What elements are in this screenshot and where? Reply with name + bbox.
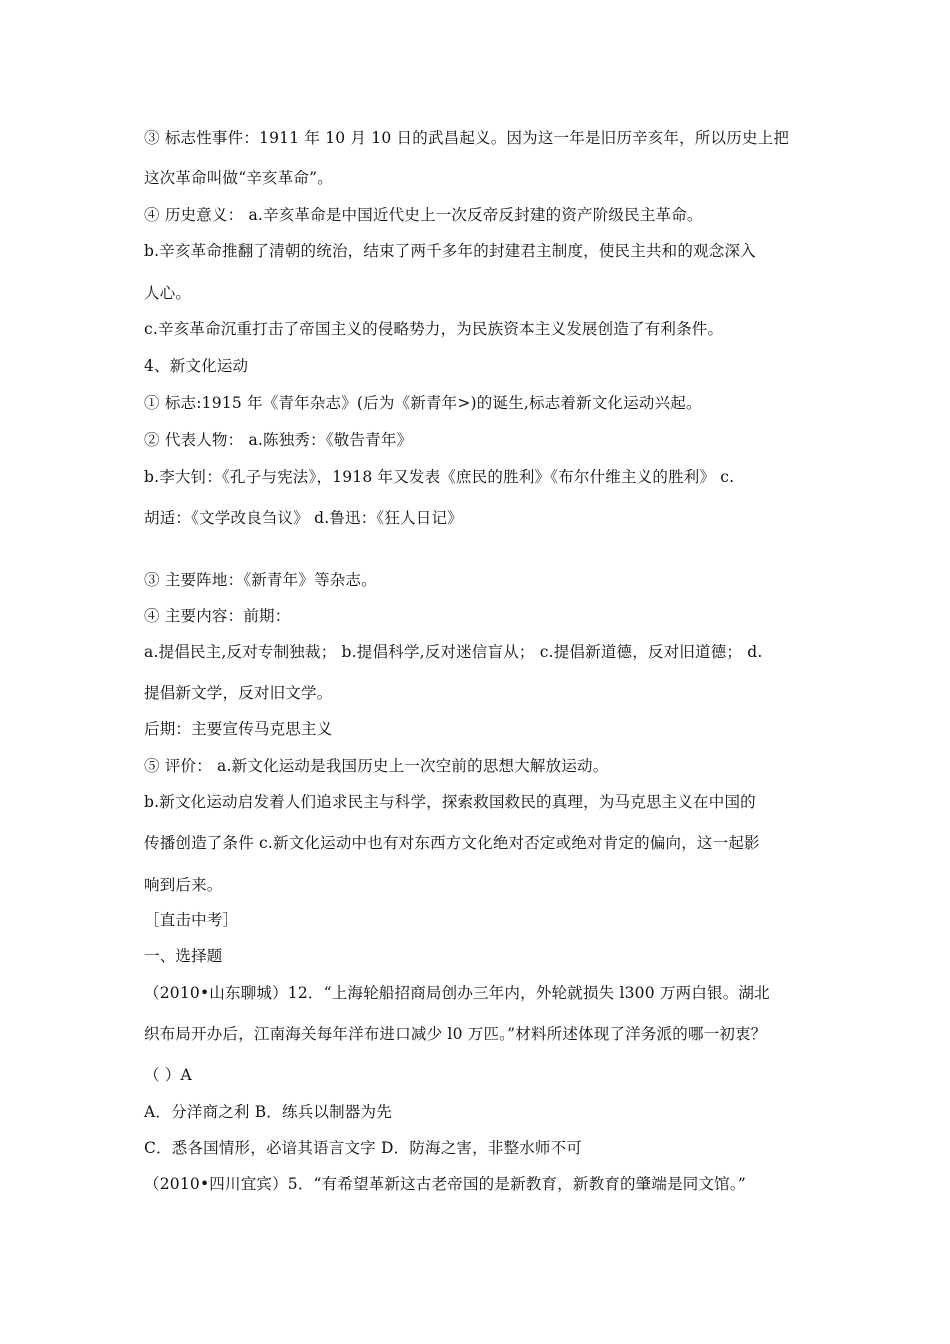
text-line: ④ 主要内容：前期： bbox=[144, 607, 291, 625]
text-line: 后期：主要宣传马克思主义 bbox=[144, 720, 333, 738]
option-line: C．悉各国情形，必谙其语言文字 D．防海之害，非整水师不可 bbox=[144, 1139, 583, 1157]
text-line: 人心。 bbox=[144, 284, 192, 302]
text-line: 传播创造了条件 c.新文化运动中也有对东西方文化绝对否定或绝对肯定的偏向，这一起影 bbox=[144, 834, 760, 852]
text-line: b.辛亥革命推翻了清朝的统治，结束了两千多年的封建君主制度，使民主共和的观念深入 bbox=[144, 242, 756, 260]
answer-line: （ ）A bbox=[144, 1066, 192, 1084]
text-line: ④ 历史意义： a.辛亥革命是中国近代史上一次反帝反封建的资产阶级民主革命。 bbox=[144, 206, 703, 224]
question-text: （2010•山东聊城）12．“上海轮船招商局创办三年内，外轮就损失 l300 万两白银。湖北 bbox=[144, 984, 770, 1002]
section-heading: ［直击中考］ bbox=[144, 911, 239, 929]
question-text: （2010•四川宜宾）5．“有希望革新这古老帝国的是新教育，新教育的肇端是同文馆。” bbox=[144, 1175, 746, 1193]
text-line: a.提倡民主,反对专制独裁； b.提倡科学,反对迷信盲从； c.提倡新道德，反对旧道德； d. bbox=[144, 643, 763, 661]
text-line: 响到后来。 bbox=[144, 876, 223, 894]
section-heading: 4、新文化运动 bbox=[144, 357, 249, 375]
text-line: ③ 标志性事件：1911 年 10 月 10 日的武昌起义。因为这一年是旧历辛亥年，所以历史上把 bbox=[144, 129, 790, 147]
text-line: 这次革命叫做“辛亥革命”。 bbox=[144, 169, 333, 187]
text-line: b.新文化运动启发着人们追求民主与科学，探索救国救民的真理，为马克思主义在中国的 bbox=[144, 793, 756, 811]
text-line: b.李大钊：《孔子与宪法》，1918 年又发表《庶民的胜利》《布尔什维主义的胜利》 c. bbox=[144, 468, 735, 486]
text-line: ② 代表人物： a.陈独秀：《敬告青年》 bbox=[144, 431, 413, 449]
text-line: ⑤ 评价： a.新文化运动是我国历史上一次空前的思想大解放运动。 bbox=[144, 757, 609, 775]
text-line: 胡适：《文学改良刍议》 d.鲁迅：《狂人日记》 bbox=[144, 509, 463, 527]
question-text: 织布局开办后，江南海关每年洋布进口减少 l0 万匹。”材料所述体现了洋务派的哪一初衷？ bbox=[144, 1025, 767, 1043]
text-line: ① 标志:1915 年《青年杂志》(后为《新青年>)的诞生,标志着新文化运动兴起。 bbox=[144, 394, 702, 412]
text-line: 提倡新文学，反对旧文学。 bbox=[144, 684, 333, 702]
option-line: A．分洋商之利 B．练兵以制器为先 bbox=[144, 1103, 392, 1121]
section-heading: 一、选择题 bbox=[144, 947, 223, 965]
text-line: ③ 主要阵地：《新青年》等杂志。 bbox=[144, 571, 377, 589]
text-line: c.辛亥革命沉重打击了帝国主义的侵略势力，为民族资本主义发展创造了有利条件。 bbox=[144, 320, 724, 338]
